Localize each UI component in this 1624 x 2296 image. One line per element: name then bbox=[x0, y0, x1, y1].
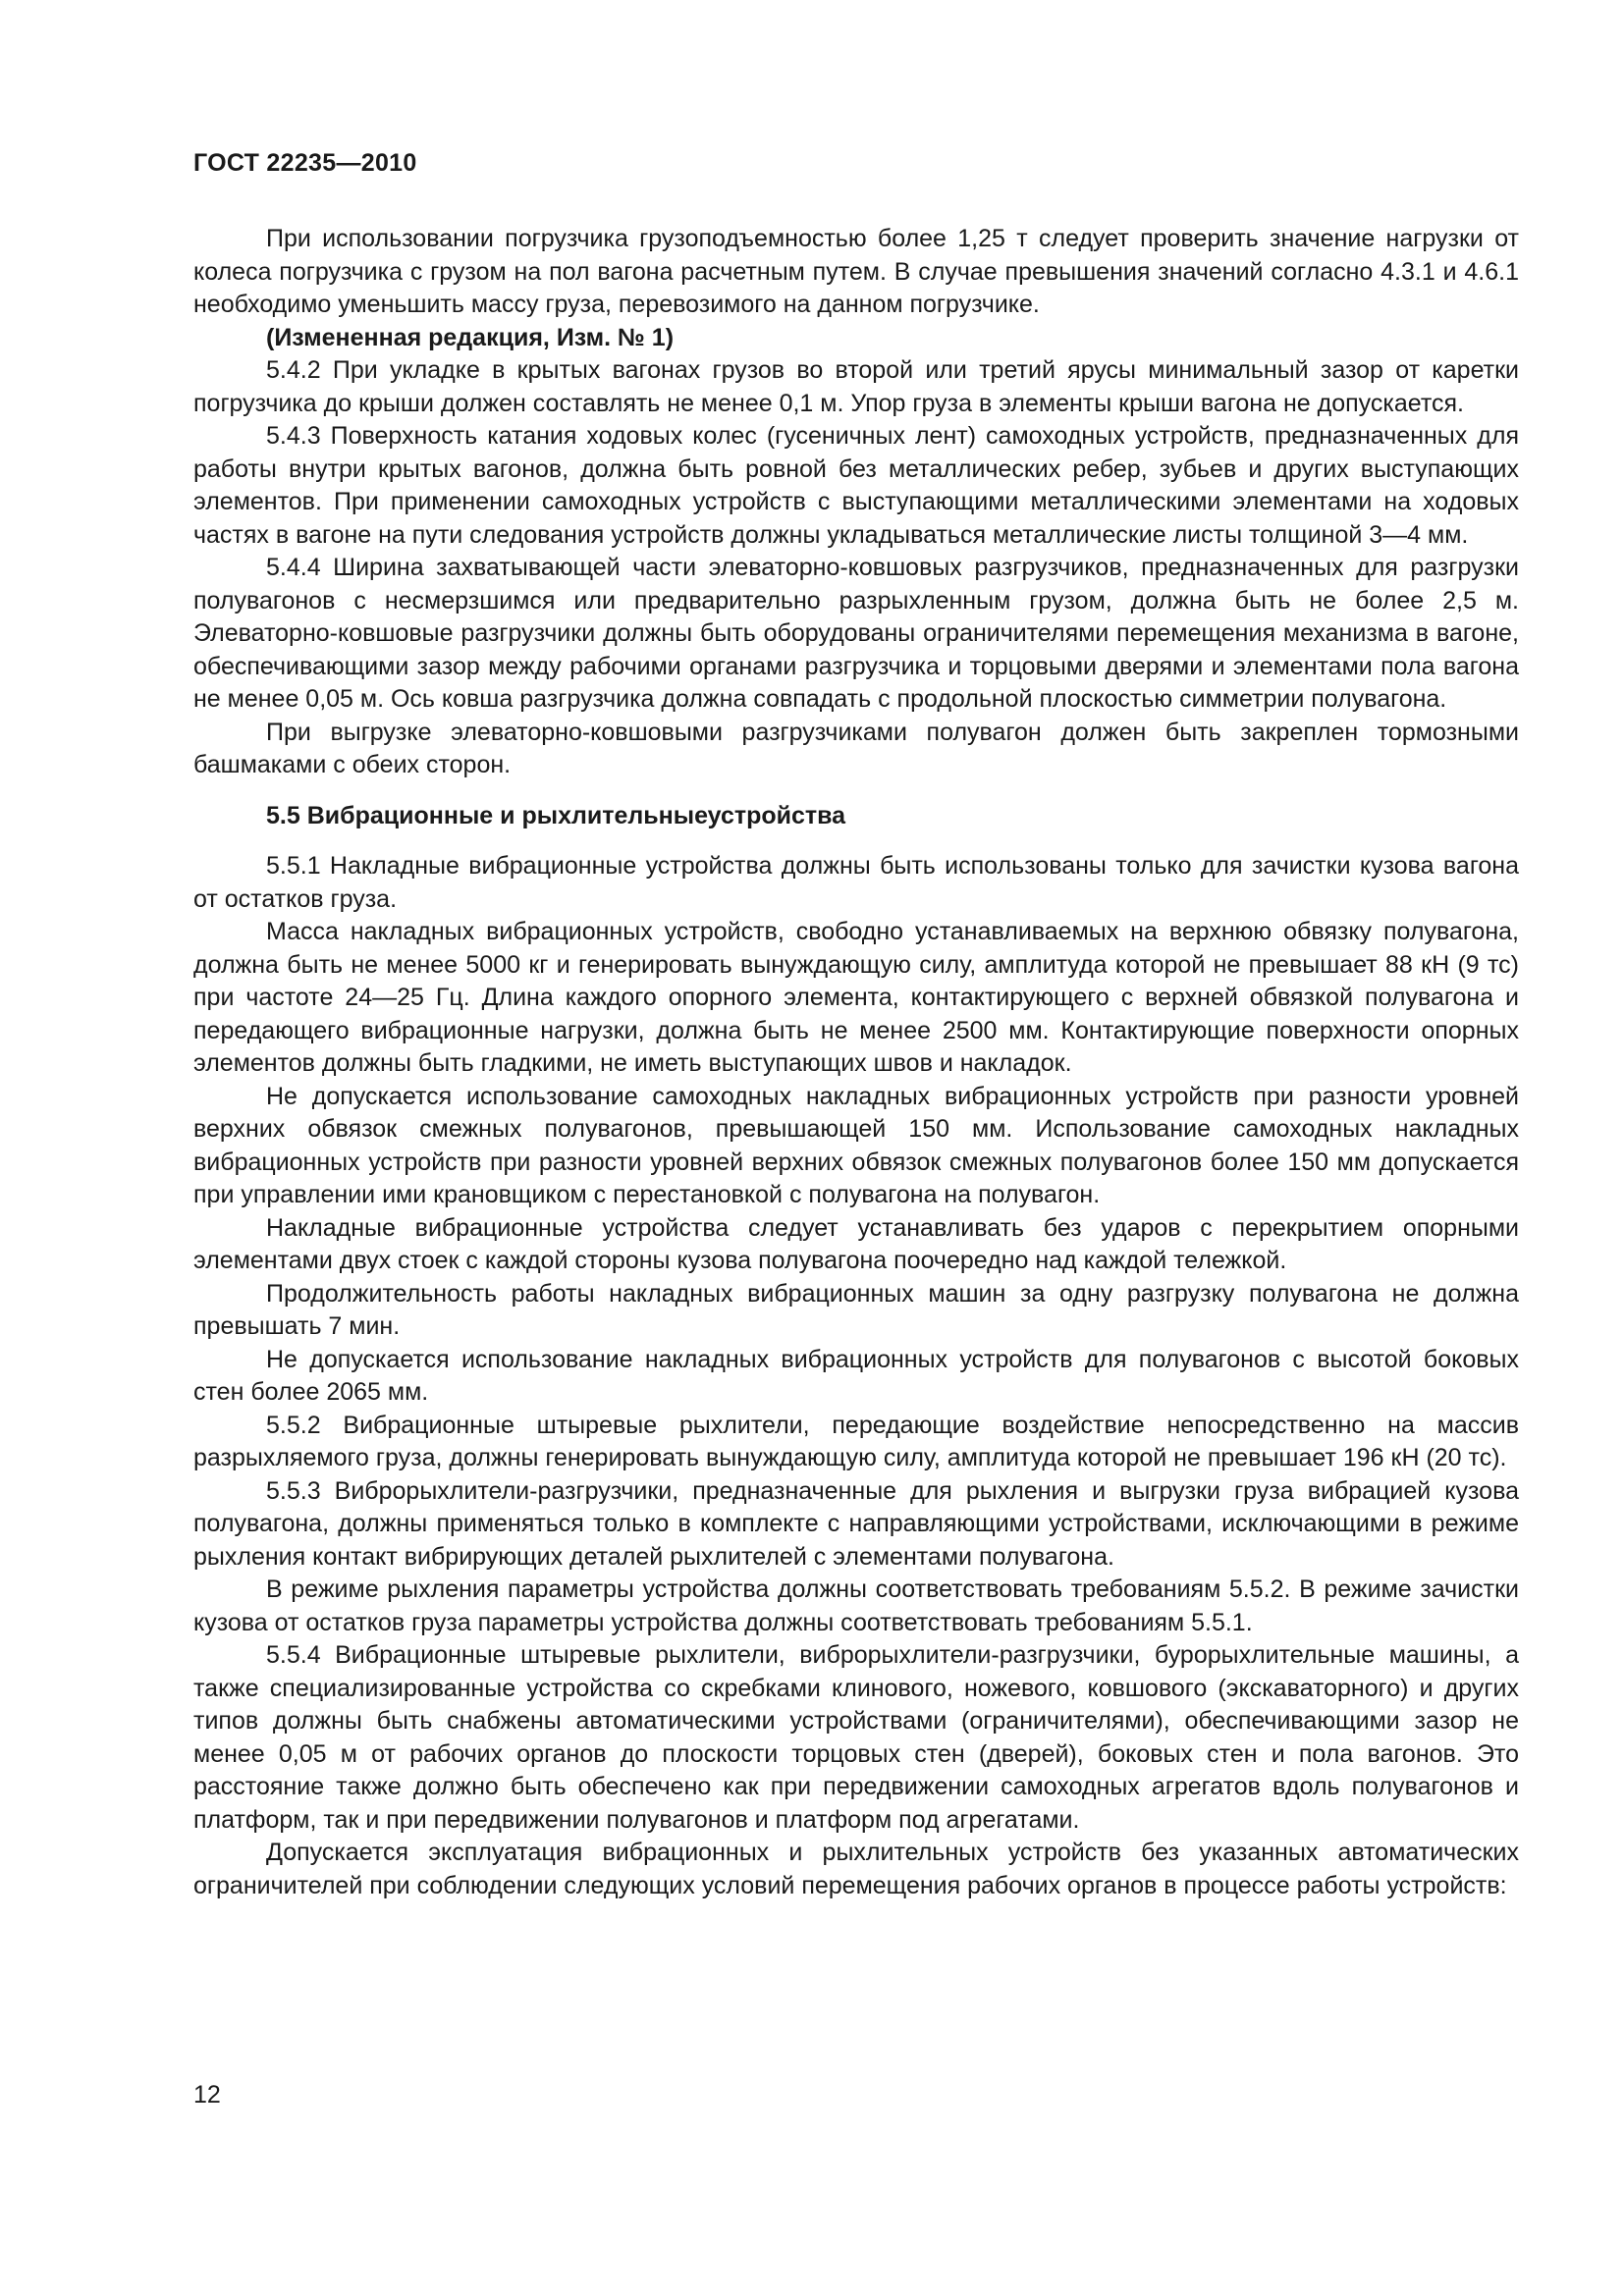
paragraph: 5.5.1 Накладные вибрационные устройства должны быть использованы только для зачистки кузова вагона от остатков груза. bbox=[193, 852, 1519, 913]
document-body bbox=[193, 223, 1519, 1902]
paragraph: 5.4.2 При укладке в крытых вагонах грузов во второй или третий ярусы минимальный зазор от каретки погрузчика до крыши должен составлять не менее 0,1 м. Упор груза в элементы крыши вагона не допускается. bbox=[193, 356, 1519, 417]
paragraph: 5.5.4 Вибрационные штыревые рыхлители, виброрыхлители-разгрузчики, бурорыхлительные машины, а также специализированные устройства со скребками клинового, ножевого, ковшового (экскаваторного) и других типов должны быть снабжены автоматическими устройствами (ограничителями), обеспечивающими зазор не менее 0,05 м от рабочих органов до плоскости торцовых стен (дверей), боковых стен и пола вагонов. Это расстояние также должно быть обеспечено как при передвижении самоходных агрегатов вдоль полувагонов и платформ, так и при передвижении полувагонов и платформ под агрегатами. bbox=[193, 1641, 1519, 1834]
paragraph: Масса накладных вибрационных устройств, свободно устанавливаемых на верхнюю обвязку полувагона, должна быть не менее 5000 кг и генерировать вынуждающую силу, амплитуда которой не превышает 88 кН (9 тс) при частоте 24—25 Гц. Длина каждого опорного элемента, контактирующего с верхней обвязкой полувагона и передающего вибрационные нагрузки, должна быть не менее 2500 мм. Контактирующие поверхности опорных элементов должны быть гладкими, не иметь выступающих швов и накладок. bbox=[193, 918, 1519, 1077]
paragraph: 5.5.2 Вибрационные штыревые рыхлители, передающие воздействие непосредственно на массив разрыхляемого груза, должны генерировать вынуждающую силу, амплитуда которой не превышает 196 кН (20 тс). bbox=[193, 1411, 1519, 1471]
paragraph: 5.5.3 Виброрыхлители-разгрузчики, предназначенные для рыхления и выгрузки груза вибрацией кузова полувагона, должны применяться только в комплекте с направляющими устройствами, исключающими в режиме рыхления контакт вибрирующих деталей рыхлителей с элементами полувагона. bbox=[193, 1476, 1519, 1571]
paragraph: Продолжительность работы накладных вибрационных машин за одну разгрузку полувагона не должна превышать 7 мин. bbox=[193, 1279, 1519, 1340]
paragraph: 5.4.3 Поверхность катания ходовых колес (гусеничных лент) самоходных устройств, предназначенных для работы внутри крытых вагонов, должна быть ровной без металлических ребер, зубьев и других выступающих элементов. При применении самоходных устройств с выступающими металлическими элементами на ходовых частях в вагоне на пути следования устройств должны укладываться металлические листы толщиной 3—4 мм. bbox=[193, 422, 1519, 549]
paragraph: При выгрузке элеваторно-ковшовыми разгрузчиками полувагон должен быть закреплен тормозными башмаками с обеих сторон. bbox=[193, 718, 1519, 778]
document-header: ГОСТ 22235—2010 bbox=[193, 149, 417, 177]
paragraph: Не допускается использование накладных вибрационных устройств для полувагонов с высотой боковых стен более 2065 мм. bbox=[193, 1345, 1519, 1406]
section-heading: 5.5 Вибрационные и рыхлительныеустройства bbox=[266, 801, 846, 829]
page-number: 12 bbox=[193, 2081, 221, 2109]
paragraph: Допускается эксплуатация вибрационных и рыхлительных устройств без указанных автоматических ограничителей при соблюдении следующих условий перемещения рабочих органов в процессе работы устройств: bbox=[193, 1839, 1519, 1899]
paragraph: Не допускается использование самоходных накладных вибрационных устройств при разности уровней верхних обвязок смежных полувагонов, превышающей 150 мм. Использование самоходных накладных вибрационных устройств при разности уровней верхних обвязок смежных полувагонов более 150 мм допускается при управлении ими крановщиком с перестановкой с полувагона на полувагон. bbox=[193, 1082, 1519, 1208]
paragraph: При использовании погрузчика грузоподъемностью более 1,25 т следует проверить значение нагрузки от колеса погрузчика с грузом на пол вагона расчетным путем. В случае превышения значений согласно 4.3.1 и 4.6.1 необходимо уменьшить массу груза, перевозимого на данном погрузчике. bbox=[193, 225, 1519, 318]
paragraph: 5.4.4 Ширина захватывающей части элеваторно-ковшовых разгрузчиков, предназначенных для разгрузки полувагонов с несмерзшимся или предварительно разрыхленным грузом, должна быть не более 2,5 м. Элеваторно-ковшовые разгрузчики должны быть оборудованы ограничителями перемещения механизма в вагоне, обеспечивающими зазор между рабочими органами разгрузчика и торцовыми дверями и элементами пола вагона не менее 0,05 м. Ось ковша разгрузчика должна совпадать с продольной плоскостью симметрии полувагона. bbox=[193, 554, 1519, 713]
paragraph: Накладные вибрационные устройства следует устанавливать без ударов с перекрытием опорными элементами двух стоек с каждой стороны кузова полувагона поочередно над каждой тележкой. bbox=[193, 1213, 1519, 1274]
paragraph: В режиме рыхления параметры устройства должны соответствовать требованиям 5.5.2. В режиме зачистки кузова от остатков груза параметры устройства должны соответствовать требованиям 5.5.1. bbox=[193, 1575, 1519, 1636]
amendment-note: (Измененная редакция, Изм. № 1) bbox=[266, 323, 675, 351]
